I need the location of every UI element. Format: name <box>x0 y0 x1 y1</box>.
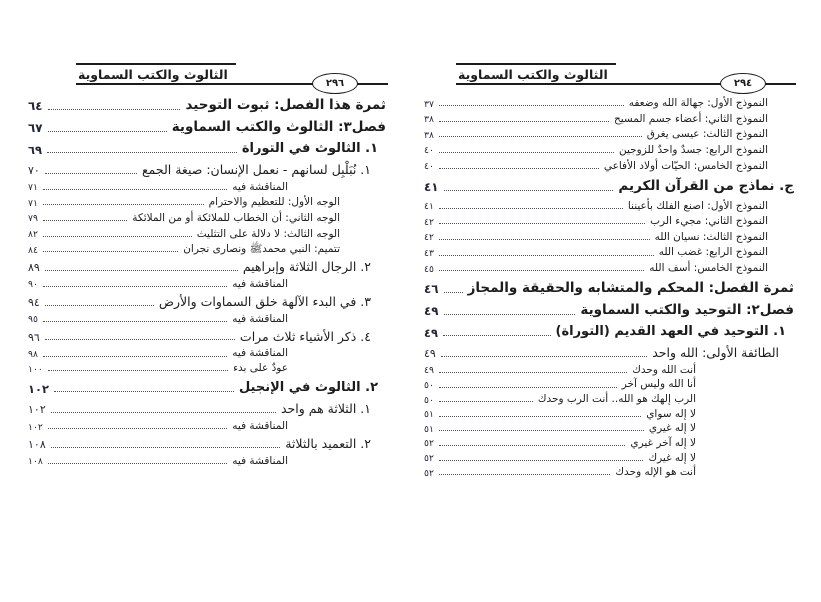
dotted-leader <box>443 335 551 336</box>
toc-entry <box>424 302 794 319</box>
toc-entry-title: النموذج الأول: جهالة الله وضعفه <box>628 97 768 109</box>
toc-entry-page-number: ٤٩ <box>424 325 438 340</box>
toc-entry-page-number: ٥٢ <box>424 467 434 479</box>
toc-entry <box>28 141 386 157</box>
toc-entry-page-number: ٥١ <box>424 409 434 421</box>
toc-entry-title: المناقشة فيه <box>232 454 288 467</box>
dotted-leader <box>439 121 609 122</box>
toc-entry <box>28 329 386 345</box>
toc-entry-title: النموذج الرابع: جسدٌ واحدٌ للزوجين <box>618 143 768 156</box>
toc-entry-title: ١. الثالوث في التوراة <box>241 140 378 156</box>
toc-entry-title: المناقشة فيه <box>232 347 288 360</box>
dotted-leader <box>439 474 610 475</box>
toc-entry <box>424 178 794 195</box>
toc-entry <box>28 162 386 178</box>
toc-entry-title: ١. التوحيد في العهد القديم (التوراة) <box>555 323 786 339</box>
toc-entry <box>28 212 386 225</box>
toc-entry-page-number: ٣٨ <box>424 114 434 126</box>
toc-entry <box>28 347 386 360</box>
toc-entry-page-number: ٤٠ <box>424 161 434 173</box>
toc-entry <box>424 262 794 275</box>
toc-entry-title: لا إله غيرك <box>648 451 696 464</box>
toc-entry-page-number: ١٠٠ <box>28 363 43 375</box>
toc-entry-title: الطائفة الأولى: الله واحد <box>652 345 779 361</box>
toc-entry <box>424 160 794 173</box>
toc-entry-title: عودٌ على بدء <box>233 362 288 374</box>
toc-entry <box>424 144 794 157</box>
toc-entry-title: ٣. في البدء الآلهة خلق السماوات والأرض <box>158 294 371 309</box>
toc-entry-page-number: ٧١ <box>28 197 38 209</box>
toc-entry-title: ٢. التعميد بالثلاثة <box>285 436 371 452</box>
toc-entry-page-number: ٩٨ <box>28 348 38 360</box>
toc-entry-title: النموذج الثالث: نسيان الله <box>654 230 768 243</box>
toc-entry-page-number: ١٠٢ <box>28 403 46 417</box>
toc-entry <box>28 420 386 433</box>
toc-entry <box>28 313 386 326</box>
toc-entry-title: المناقشة فيه <box>232 420 288 432</box>
toc-entry-title: المناقشة فيه <box>232 312 288 325</box>
toc-entry-page-number: ٣٨ <box>424 129 434 141</box>
dotted-leader <box>439 208 623 209</box>
toc-entry <box>28 259 386 275</box>
dotted-leader <box>444 314 576 315</box>
toc-entry <box>424 97 794 110</box>
toc-entry <box>424 364 794 377</box>
toc-entry-page-number: ٥٢ <box>424 453 434 465</box>
toc-entry <box>28 436 386 452</box>
toc-entry-page-number: ٤٣ <box>424 247 434 259</box>
dotted-leader <box>439 152 614 153</box>
dotted-leader <box>45 305 154 306</box>
toc-entry-title: ٢. الثالوث في الإنجيل <box>238 380 378 396</box>
toc-entry <box>424 422 794 435</box>
toc-entry-page-number: ٤٠ <box>424 145 434 157</box>
toc-entry <box>28 243 386 256</box>
toc-entry-page-number: ٤٢ <box>424 216 434 228</box>
running-head-title: الثالوث والكتب السماوية <box>76 63 236 82</box>
toc-entry <box>424 113 794 126</box>
toc-entry-page-number: ٩٠ <box>28 279 38 291</box>
toc-entry-page-number: ٥٢ <box>424 438 434 450</box>
toc-entry <box>424 378 794 391</box>
page-right <box>424 0 794 481</box>
toc-entry-page-number: ٤٦ <box>424 282 439 297</box>
toc-entry-page-number: ٨٩ <box>28 261 40 275</box>
toc-list-right <box>424 97 794 479</box>
toc-entry-page-number: ٧٠ <box>28 163 40 177</box>
toc-entry-page-number: ٩٥ <box>28 314 38 326</box>
toc-entry <box>424 246 794 259</box>
toc-entry-title: النموذج الثاني: أعضاء جسم المسيح <box>613 112 768 125</box>
dotted-leader <box>439 460 644 461</box>
toc-entry <box>28 97 386 114</box>
toc-entry-title: النموذج الثالث: عيسى يغرق <box>646 128 768 141</box>
toc-entry <box>424 231 794 244</box>
toc-entry-title: تتميم: النبي محمدﷺ ونصارى نجران <box>183 243 340 256</box>
toc-entry <box>28 181 386 194</box>
toc-entry-title: ٤. ذكر الأشياء ثلاث مرات <box>239 328 371 344</box>
toc-entry-page-number: ٤٩ <box>424 304 439 319</box>
toc-entry <box>424 345 794 361</box>
toc-entry-title: لا إله غيري <box>648 422 696 435</box>
dotted-leader <box>45 173 137 174</box>
toc-entry <box>424 393 794 406</box>
dotted-leader <box>439 255 654 256</box>
toc-entry <box>424 280 794 297</box>
dotted-leader <box>48 428 227 429</box>
toc-entry <box>28 362 386 375</box>
dotted-leader <box>43 236 192 237</box>
toc-entry-title: ١. الثلاثة هم واحد <box>280 401 371 417</box>
dotted-leader <box>51 412 276 413</box>
page-number-badge <box>312 73 358 94</box>
toc-entry-page-number: ٣٧ <box>424 98 434 110</box>
toc-entry <box>424 408 794 421</box>
toc-entry-page-number: ٧٩ <box>28 213 38 225</box>
toc-entry <box>424 215 794 228</box>
page-number-badge <box>720 73 766 94</box>
dotted-leader <box>439 445 625 446</box>
toc-entry-title: ثمرة الفصل: المحكم والمتشابه والحقيقة والمجاز <box>467 280 794 297</box>
toc-entry-page-number: ٤٩ <box>424 347 436 360</box>
dotted-leader <box>439 105 624 106</box>
dotted-leader <box>48 109 181 110</box>
toc-entry-page-number: ٤٢ <box>424 232 434 244</box>
toc-entry-page-number: ٥٠ <box>424 379 434 391</box>
toc-entry-page-number: ٧١ <box>28 182 38 194</box>
toc-entry-title: ثمرة هذا الفصل: ثبوت التوحيد <box>185 97 386 113</box>
toc-entry <box>424 324 794 340</box>
toc-entry-page-number: ١٠٨ <box>28 456 43 468</box>
toc-entry-title: الوجه الثاني: أن الخطاب للملائكة أو من الملائكة <box>132 211 340 224</box>
toc-entry-title: فصل٢: التوحيد والكتب السماوية <box>580 302 794 318</box>
toc-list-left <box>28 97 386 468</box>
toc-entry-title: النموذج الخامس: الحيّات أولاد الأفاعي <box>603 159 768 172</box>
dotted-leader <box>439 372 627 373</box>
toc-entry-page-number: ٤١ <box>424 201 434 213</box>
toc-entry-title: النموذج الأول: اصنع الفلك بأعيننا <box>627 199 768 212</box>
toc-entry <box>424 466 794 479</box>
toc-entry-title: أنا الله وليس آخر <box>621 378 696 391</box>
dotted-leader <box>43 204 204 205</box>
toc-entry-title: لا إله سواي <box>646 407 696 420</box>
toc-entry <box>28 119 386 136</box>
toc-entry <box>28 196 386 209</box>
dotted-leader <box>43 220 127 221</box>
toc-entry-page-number: ٥٠ <box>424 394 434 406</box>
toc-entry-page-number: ٦٧ <box>28 120 43 135</box>
toc-entry-page-number: ١٠٢ <box>28 382 49 397</box>
dotted-leader <box>439 416 641 417</box>
dotted-leader <box>43 189 227 190</box>
toc-entry-title: فصل٣: الثالوث والكتب السماوية <box>171 118 386 135</box>
dotted-leader <box>43 356 227 357</box>
dotted-leader <box>439 168 599 169</box>
running-head-title: الثالوث والكتب السماوية <box>456 63 616 82</box>
dotted-leader <box>54 391 234 392</box>
page-left <box>28 0 386 469</box>
toc-entry <box>424 437 794 450</box>
dotted-leader <box>47 152 237 153</box>
dotted-leader <box>444 292 463 293</box>
toc-entry-title: أنت الله وحدك <box>632 363 696 376</box>
toc-entry <box>28 401 386 417</box>
toc-entry-page-number: ٤٩ <box>424 365 434 377</box>
dotted-leader <box>439 223 645 224</box>
toc-entry-title: المناقشة فيه <box>232 180 288 193</box>
toc-entry-title: الوجه الثالث: لا دلالة على التثليث <box>196 227 340 240</box>
dotted-leader <box>45 270 238 271</box>
dotted-leader <box>444 190 614 191</box>
toc-entry <box>424 200 794 213</box>
dotted-leader <box>439 270 644 271</box>
toc-entry-title: الوجه الأول: للتعظيم والاحترام <box>208 196 340 209</box>
dotted-leader <box>439 239 650 240</box>
toc-entry-title: ج. نماذج من القرآن الكريم <box>618 177 794 194</box>
dotted-leader <box>43 251 178 252</box>
toc-entry <box>28 228 386 241</box>
page-header-left <box>76 55 386 89</box>
toc-entry-page-number: ٩٤ <box>28 295 40 309</box>
dotted-leader <box>45 339 235 340</box>
dotted-leader <box>439 401 533 402</box>
toc-entry <box>424 128 794 141</box>
toc-entry-page-number: ٤٥ <box>424 263 434 275</box>
toc-entry-title: أنت هو الإله وحدك <box>615 466 696 479</box>
toc-entry-title: النموذج الرابع: غضب الله <box>658 246 768 259</box>
toc-entry <box>28 380 386 396</box>
toc-entry-page-number: ٦٤ <box>28 99 43 114</box>
toc-entry-page-number: ١٠٨ <box>28 438 46 451</box>
dotted-leader <box>43 286 227 287</box>
toc-entry-title: لا إله آخر غيري <box>630 436 696 449</box>
toc-entry-page-number: ٥١ <box>424 423 434 435</box>
toc-entry-title: ٢. الرجال الثلاثة وإبراهيم <box>242 259 371 275</box>
toc-entry <box>424 452 794 465</box>
dotted-leader <box>48 370 228 371</box>
page-number: ٢٩٤ <box>733 78 753 89</box>
dotted-leader <box>439 430 644 431</box>
dotted-leader <box>51 447 280 448</box>
dotted-leader <box>439 136 642 137</box>
toc-entry-title: المناقشة فيه <box>232 277 288 290</box>
toc-entry-page-number: ٤١ <box>424 179 439 194</box>
toc-entry-title: ١. نُبَلْبِل لسانهم - نعمل الإنسان: صيغة الجمع <box>142 162 371 177</box>
toc-entry <box>28 455 386 468</box>
toc-entry-page-number: ٩٦ <box>28 330 40 344</box>
toc-entry-title: النموذج الخامس: أسف الله <box>649 262 768 274</box>
dotted-leader <box>439 387 617 388</box>
toc-entry <box>28 278 386 291</box>
toc-entry-page-number: ٨٢ <box>28 229 38 241</box>
page-header-right <box>456 55 794 89</box>
toc-entry <box>28 294 386 310</box>
toc-entry-page-number: ١٠٢ <box>28 421 43 433</box>
page-number: ٢٩٦ <box>325 78 345 89</box>
toc-entry-title: النموذج الثاني: مجيء الرب <box>650 215 768 228</box>
dotted-leader <box>43 321 227 322</box>
toc-entry-page-number: ٨٤ <box>28 244 38 256</box>
dotted-leader <box>48 131 167 132</box>
toc-entry-title: الرب إلهك هو الله.. أنت الرب وحدك <box>537 393 696 405</box>
dotted-leader <box>441 356 647 357</box>
toc-entry-page-number: ٦٩ <box>28 142 42 157</box>
dotted-leader <box>48 463 227 464</box>
